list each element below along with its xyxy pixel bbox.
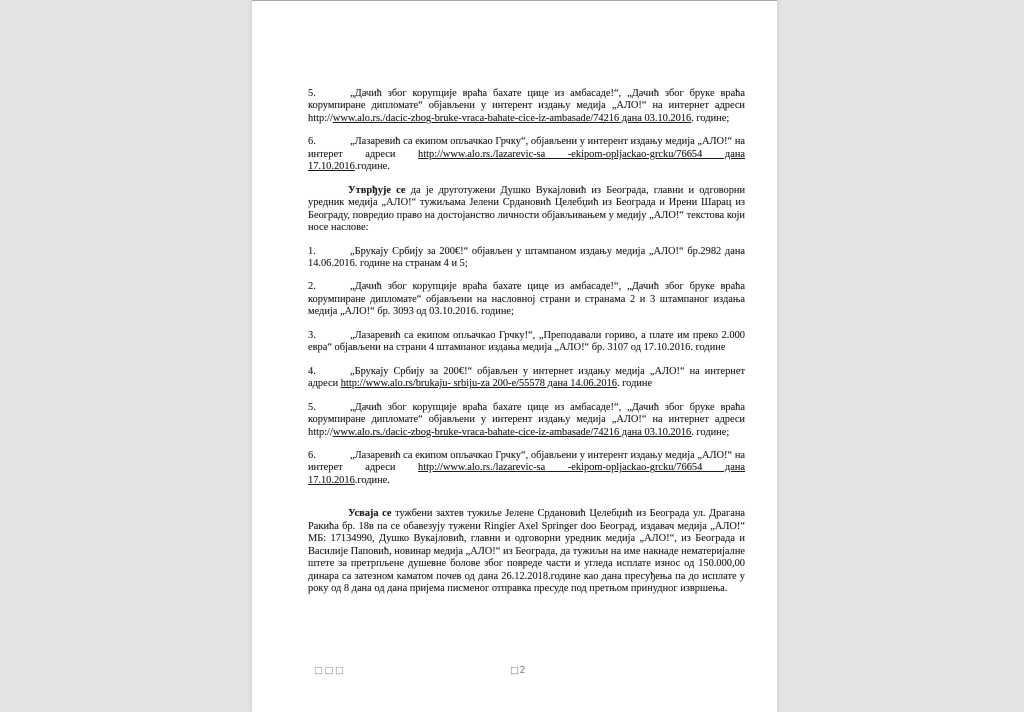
page-number: □2 [510, 665, 527, 676]
award-text: тужбени захтев тужиље Јелене Срдановић Целебџић из Београда ул. Драгана Ракића бр. 18в па се обавезују тужени Ringier Axel Springer doo Београд, издавач медија „АЛО!“ МБ: 17134990, Душко Вукајловић, главни и одговорни уредник медија „АЛО!“, из Београда и Василије Паповић, новинар медија „АЛО!“ из Београда, да тужиљи на име накнаде нематеријалне штете за претрпљене душевне болове због повреде части и угледа исплате износ од 150.000,00 динара са затезном каматом почев од дана 26.12.2018.године као дана пресуђења па до исплате у року од 8 дана од дана пријема писменог отправка пресуде под претњом принудног извршења. [308, 508, 745, 595]
ruling-text: да је друготужени Душко Вукајловић из Београда, главни и одговорни уредник медија „АЛО!“ тужиљама Јелени Срдановић Целебџић из Београда и Ирени Шарац из Београду, повредио право на достојанство личности објављивањем у медију „АЛО!“ текстова који носе наслове: [308, 184, 746, 234]
item-text: „Брукају Србију за 200€!“ објављен у штампаном издању медија „АЛО!“ бр.2982 дана 14.06.2016. године на странам 4 и 5; [308, 245, 745, 269]
item-number: 5. [308, 401, 316, 413]
item-text-tail: . године [616, 378, 653, 390]
item-number: 6. [308, 449, 316, 461]
document-content [308, 88, 745, 607]
numbered-item [308, 330, 745, 355]
url-link: www.alo.rs./dacic-zbog-bruke-vraca-bahate-cice-iz-ambasade/74216 дана 03.10.2016 [332, 112, 692, 124]
item-text-tail: .године. [354, 474, 390, 486]
award-lead: Усваја се [348, 508, 392, 520]
ruling-lead: Утврђује се [348, 184, 406, 196]
numbered-item [308, 366, 745, 391]
item-number: 3. [308, 329, 316, 341]
numbered-item [308, 402, 745, 439]
item-text: „Лазаревић са екипом опљачкао Грчку“, објављени у интерент издању медија „АЛО!“ на интерет адреси [308, 449, 745, 474]
numbered-item [308, 246, 745, 271]
item-number: 4. [308, 365, 316, 377]
item-text-tail: .године. [354, 161, 390, 173]
item-text: „Лазаревић са екипом опљачкао Грчку!“, „Преподавали гориво, а плате им преко 2.000 евра“ објављени на страни 4 штампаног издања медија „АЛО!“ бр. 3107 од 17.10.2016. године [308, 329, 745, 354]
ruling-paragraph [308, 185, 745, 235]
item-text: „Лазаревић са екипом опљачкао Грчку“, објављени у интерент издању медија „АЛО!“ на интерет адреси [308, 136, 745, 160]
item-text-tail: . године; [691, 426, 730, 438]
item-number: 6. [308, 136, 316, 148]
url-link: http://www.alo.rs./lazarevic-sa -ekipom-opljackao-grcku/76654 дана 17.10.2016 [308, 462, 745, 486]
item-number: 1. [308, 245, 316, 257]
numbered-item [308, 136, 745, 173]
numbered-item [308, 450, 745, 487]
document-page [252, 0, 777, 712]
item-text: „Дачић због корупције враћа бахате цице из амбасаде!“, „Дачић због бруке враћа корумпиране дипломате“ објављени у интерент издању медија „АЛО!“ на интернет адреси http:// [308, 401, 745, 438]
item-text: „Дачић због корупције враћа бахате цице из амбасаде!“, „Дачић због бруке враћа корумпиране дипломате“ објављени у интерент издању медија „АЛО!“ на интернет адреси http:// [308, 88, 745, 124]
url-link: www.alo.rs./dacic-zbog-bruke-vraca-bahate-cice-iz-ambasade/74216 дана 03.10.2016 [332, 426, 692, 438]
numbered-item [308, 88, 745, 125]
item-text: „Брукају Србију за 200€!“ објављен у интернет издању медија „АЛО!“ на интернет адреси [308, 365, 745, 390]
footer-artifact-marks: □□□ [314, 665, 346, 676]
url-link: http://www.alo.rs./lazarevic-sa -ekipom-opljackao-grcku/76654 дана 17.10.2016 [308, 148, 745, 173]
item-number: 5. [308, 88, 316, 99]
url-link: http://www.alo.rs/brukaju- srbiju-za 200-e/55578 дана 14.06.2016 [340, 378, 617, 390]
item-text-tail: . године; [691, 112, 730, 124]
award-paragraph [308, 508, 745, 595]
item-number: 2. [308, 281, 316, 293]
numbered-item [308, 281, 745, 318]
item-text: „Дачић због корупције враћа бахате цице из амбасаде!“, „Дачић због бруке враћа корумпиране дипломате“ објављени на насловној страни и странама 2 и 3 штампаног издања медија „АЛО!“ бр. 3093 од 03.10.2016. године; [308, 281, 745, 318]
